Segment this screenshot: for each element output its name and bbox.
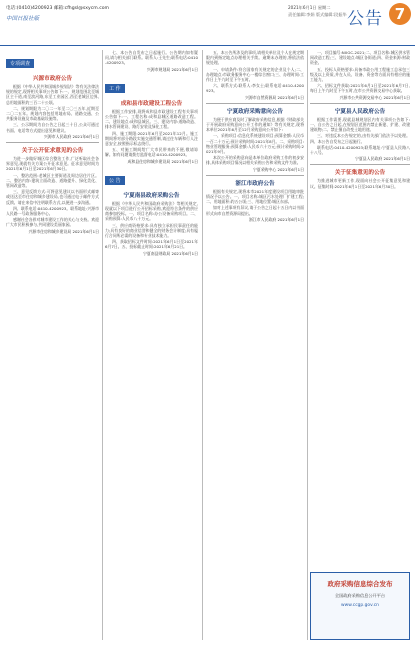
notice-paragraph: 为推进城市更新工作,现面向社会公开征集意见和建议。征集时间:2021年6月1日至2021年6月30日。 [310,178,410,189]
notice-paragraph: 一、申请条件:符合国家有关规定的企业及个人;二、办理地点:市政务服务中心一楼综合窗口;三、办理时间:工作日上午九时至下午五时。 [206,66,304,83]
ad-url-link[interactable]: www.ccgp.gov.cn [341,603,379,608]
issue-date: 2021年6月1日 星期二 [288,5,331,10]
notice-signature: 成和县住房和城乡建设局 2021年6月1日 [127,158,198,164]
notice-headline: 关于公开征求意见的公告 [21,148,84,155]
notice-paragraph: 五、投标人资格要求:具备市政公用工程施工总承包三级及以上资质,并在人员、设备、资金等方面具有相应的施工能力。 [310,66,410,83]
notice-paragraph: 本次公开的采购意向是本单位政府采购工作的初步安排,具体采购项目情况以相关采购公告和采购文件为准。 [206,155,304,166]
ad-title: 政府采购信息综合发布 [327,580,393,588]
notice-paragraph: 七、本公告自发布之日起施行。公告期内如有疑问,请与相关部门联系。联系人:王先生;联系电话:0410-4200923。 [105,50,198,66]
notice-paragraph: 四、获取招标文件时间:2021年6月1日至2021年6月7日。五、投标截止时间:2021年6月21日。 [105,239,198,250]
section-tag: 公 告 [105,176,125,185]
notice-paragraph: 根据工作安排,现将成和县市政建设工程有关事项公告如下:一、工程名称:成和县城区道路改造工程。二、建设地点:成和县城区。三、建设内容:道路改造、排水管网建设、路灯安装及绿化工程。 [105,108,198,130]
notice-paragraph: 四、施工期限:2021年6月至2021年12月。施工期间将对部分路段实施交通管制,请过往车辆和行人注意安全,按照指示标志绕行。 [105,130,198,147]
notice-paragraph: 如对上述事项有异议,请于公告之日起十五日内以书面形式向市自然资源局提出。 [206,205,304,216]
notice-signature: 兴源市住房和城乡建设局 2021年6月1日 [28,228,99,234]
ad-subtitle: 全国政府采购信息公开平台 [334,593,386,598]
divider [6,142,99,143]
notice-paragraph: 四、联系电话:0410-4200923。联系地址:兴源市人民路一号政务服务中心。 [6,205,99,217]
notice-signature: 兴源市人民政府 2021年6月1日 [44,133,99,139]
notice-headline: 宁夏县人民政府公告 [334,108,386,115]
notice-paragraph: 三、公示期间为自公告之日起三十日,公众可通过书面、电话等方式提出意见和建议。 [6,122,99,133]
notice-signature: 浙江市人民政府 2021年6月1日 [249,216,304,222]
divider [206,103,304,104]
page-header [0,0,415,46]
page-number-badge: 7 [389,3,411,25]
notice-paragraph: 五、对施工期间给广大市民带来的不便,敬请谅解。如有问题请拨打监督电话:0410-4200923。 [105,147,198,158]
notice-paragraph: 三、对违反本公告规定的,由有关部门依法予以处理。四、本公告自发布之日起施行。 [310,133,410,144]
notice-paragraph: 六、联系方式:联系人:李女士;联系电话:0410-4200923。 [206,83,304,94]
column-3 [206,50,304,638]
section-title: 公告 [347,9,383,29]
notice-paragraph: 一、项目编号:NXGC-2021;二、项目名称:城区供水管网改造工程;三、建设地点:城区各街道;四、资金来源:财政资金。 [310,50,410,66]
notice-paragraph: 二、规划期限为二〇二一年至二〇三五年,近期至二〇二五年。规划内容包括用地布局、道路交通、公共服务设施及市政基础设施等。 [6,105,99,122]
contact-line: 电话:(0410)4200923 邮箱:cfhgsl@sxycm.com [6,6,110,11]
notice-paragraph: 根据《中华人民共和国政府采购法》等相关规定,现就以下项目进行公开招标采购,欢迎符合条件的供应商参加投标。一、项目名称:办公设备采购项目。二、采购预算:人民币八十万元。 [105,200,198,222]
notice-signature: 宁夏县人民政府 2021年6月1日 [355,156,410,162]
divider [310,103,410,104]
divider [206,175,304,176]
column-divider [307,50,308,640]
notice-headline: 关于征集意见的公告 [334,170,386,177]
notice-paragraph: 六、招标文件获取:2021年6月1日至2021年6月7日,每日上午九时至下午五时,在市公共资源交易中心获取。 [310,83,410,94]
notice-headline: 宁夏南县政府采购公告 [123,192,180,199]
notice-headline: 成和县市政建设工程公告 [120,100,183,107]
notice-headline: 兴源市政府公告 [32,76,73,82]
notice-headline: 浙江市政府公告 [235,180,275,187]
section-tag: 工 作 [105,84,125,93]
notice-signature: 兴源市规划局 2021年6月1日 [146,66,198,72]
column-divider [102,50,103,640]
divider [310,164,410,165]
notice-signature: 兴源市自然资源局 2021年6月1日 [245,94,304,100]
advertisement-box[interactable] [310,572,410,640]
notice-paragraph: 为便于供应商及时了解政府采购信息,根据《财政部关于开展政府采购意向公开工作的通知》等有关规定,现将本单位2021年6月至12月采购意向公开如下: [206,116,304,133]
column-2 [105,50,198,638]
notice-paragraph: 根据《中华人民共和国城乡规划法》等有关法律法规的规定,现将相关事项公告如下:一、规划范围北至城区主干道,南至滨河路,东至工业园区,西至老城区边界,总用地面积约三百二十公顷。 [6,84,99,105]
column-divider [202,50,203,640]
notice-paragraph: 三、供应商资格要求:具有独立承担民事责任的能力;具有良好的商业信誉和健全的财务会计制度;具有履行合同所必需的设备和专业技术能力。 [105,222,198,239]
notice-paragraph: 联系电话:0410-4200923;联系地址:宁夏县人民路八十八号。 [310,144,410,156]
newspaper-brand: 中国日报社版 [6,16,40,22]
notice-paragraph: 根据有关规定,现将本市2021年度建设项目用地审批情况予以公告。一、项目名称:城区污水处理厂扩建工程;二、用地面积:约五公顷;三、用地位置:城区东部。 [206,188,304,205]
notice-paragraph: 五、本公告所涉及的事项,请相关单位及个人在规定期限内到指定地点办理相关手续。逾期未办理的,将依法依规处理。 [206,50,304,66]
notice-paragraph: 感谢社会各界对城市建设工作的关心与支持。欢迎广大市民积极参与,共同建设美丽家园。 [6,217,99,228]
notice-signature: 宁夏南县财政局 2021年6月1日 [143,250,198,256]
notice-headline: 宁夏政府采购意向公告 [227,108,283,115]
notice-paragraph: 一、整治范围:老城区主要街道及周边居住片区。二、整治内容:建筑立面改造、道路提升、绿化美化、管网改造等。 [6,172,99,189]
editor-credits: 责任编辑:李娟 版式编辑:段振华 [288,12,347,17]
column-4 [310,50,410,568]
notice-signature: 宁夏采购中心 2021年6月1日 [252,166,304,172]
section-tag: 专项调查 [6,59,34,68]
notice-signature: 兴源市公共资源交易中心 2021年6月1日 [339,94,410,100]
notice-paragraph: 根据工作需要,现就县城规划区内有关事项公告如下:一、自公告之日起,在规划区范围内禁止新建、扩建、改建建筑物;二、禁止擅自改变土地用途。 [310,116,410,133]
notice-paragraph: 三、意见反馈方式:可将意见建议以书面形式邮寄或送达至市住房和城乡建设局,也可通过电子邮件方式反馈。请在来信中注明联系方式,以便进一步沟通。 [6,189,99,205]
notice-paragraph: 为进一步做好城区综合整治工作,广泛听取社会各界意见,现就有关方案公开征求意见。征求意见时间为2021年6月1日至2021年6月30日。 [6,156,99,172]
notice-paragraph: 一、采购项目:信息化系统建设项目;预算金额:人民币一百二十万元;预计采购时间:2021年8月。二、采购项目:物业管理服务;预算金额:人民币六十万元;预计采购时间:2021年9月。 [206,133,304,155]
column-1 [6,50,99,638]
